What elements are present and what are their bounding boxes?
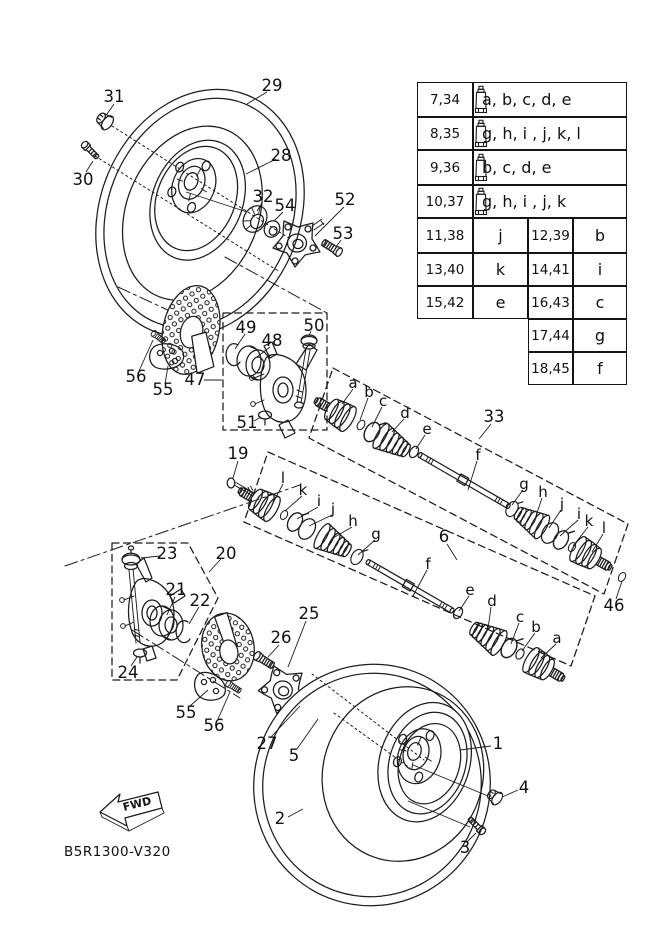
table-letter-cell: c [573, 286, 627, 319]
callout-d-u: d [400, 404, 410, 422]
callout-48: 48 [261, 331, 283, 350]
callout-32: 32 [252, 187, 274, 206]
wheel-nut-31 [93, 110, 115, 132]
disc-guard-lower [196, 609, 259, 685]
ring-k-lower [279, 509, 289, 521]
table-letter-cell: f [573, 352, 627, 385]
callout-3: 3 [459, 838, 471, 857]
table-ref-cell: 17,44 [528, 319, 573, 352]
table-ref-cell: 9,36 [417, 150, 473, 185]
callout-c-l: c [515, 608, 525, 626]
callout-29: 29 [261, 76, 283, 95]
callout-46: 46 [603, 596, 625, 615]
table-letters-text: b, c, d, e [482, 158, 552, 177]
callout-5: 5 [288, 746, 300, 765]
callout-l-l: l [280, 469, 286, 487]
callout-c-u: c [378, 392, 388, 410]
callout-k-l: k [298, 481, 308, 499]
callout-6: 6 [438, 527, 450, 546]
table-letter-cell: b [573, 218, 627, 253]
callout-51: 51 [236, 413, 258, 432]
table-ref-cell: 10,37 [417, 185, 473, 218]
callout-f-l: f [425, 555, 431, 573]
table-letters-text: a, b, c, d, e [482, 90, 572, 109]
table-ref-cell: 15,42 [417, 286, 473, 319]
callout-28: 28 [270, 146, 292, 165]
callout-a-u: a [348, 374, 358, 392]
callout-f-u: f [475, 446, 481, 464]
callout-b-l: b [531, 618, 541, 636]
letter-callouts-lower-shaft [280, 469, 565, 647]
joint-pin-24 [134, 649, 147, 663]
callout-33: 33 [483, 407, 505, 426]
table-letters-text: g, h, i , j, k [482, 192, 567, 211]
callout-30: 30 [72, 170, 94, 189]
boot-d-upper [370, 422, 415, 464]
callout-27: 27 [256, 734, 278, 753]
table-letters-text: g, h, i , j, k, l [482, 124, 581, 143]
callout-a-l: a [552, 629, 562, 647]
callout-31: 31 [103, 87, 125, 106]
steering-knuckle-upper [250, 342, 317, 438]
table-letter-cell: g [573, 319, 627, 352]
callout-g-u: g [519, 475, 529, 493]
grease-tube-icon [474, 119, 488, 148]
fwd-label: FWD [121, 794, 153, 814]
grease-tube-icon [474, 153, 488, 182]
grease-tube-icon [474, 187, 488, 216]
cv-joint-a-lower [520, 645, 571, 691]
valve-stem-30 [80, 140, 100, 160]
callout-e-u: e [422, 420, 432, 438]
callout-24: 24 [117, 663, 139, 682]
callout-55a: 55 [152, 380, 174, 399]
table-letters-cell [473, 150, 627, 185]
cv-joint-a-upper [308, 388, 359, 434]
callout-2: 2 [274, 809, 286, 828]
callout-52: 52 [334, 190, 356, 209]
callout-54: 54 [274, 196, 296, 215]
callout-j-u: j [559, 495, 565, 513]
callout-g-l: g [371, 525, 381, 543]
hub-bolt-26 [252, 651, 275, 670]
table-letters-cell [473, 82, 627, 117]
callout-50: 50 [303, 316, 325, 335]
centerline-lower-left [65, 485, 300, 566]
callout-20: 20 [215, 544, 237, 563]
callout-55b: 55 [175, 703, 197, 722]
callout-47: 47 [184, 370, 206, 389]
callout-56a: 56 [125, 367, 147, 386]
table-letters-cell [473, 117, 627, 150]
callout-i-u: i [576, 505, 582, 523]
clamp-i-upper [550, 524, 574, 552]
drawing-code: B5R1300-V320 [64, 844, 171, 860]
table-ref-cell: 13,40 [417, 253, 473, 286]
table-letter-cell: k [473, 253, 528, 286]
table-ref-cell: 16,43 [528, 286, 573, 319]
boot-h-upper [509, 500, 552, 540]
callout-1: 1 [492, 734, 504, 753]
callout-b-u: b [364, 383, 374, 401]
callout-d-l: d [487, 592, 497, 610]
table-letters-cell [473, 185, 627, 218]
callout-e-l: e [465, 581, 475, 599]
callout-23: 23 [156, 544, 178, 563]
group-box-33 [309, 368, 628, 594]
callout-k-u: k [584, 512, 594, 530]
table-ref-cell: 8,35 [417, 117, 473, 150]
table-letter-cell: j [473, 218, 528, 253]
axle-shaft-f-lower [365, 558, 456, 615]
table-ref-cell: 12,39 [528, 218, 573, 253]
callout-j-l: j [330, 500, 336, 518]
grease-tube-icon [474, 85, 488, 114]
callout-25: 25 [298, 604, 320, 623]
letter-callouts-upper-shaft [348, 374, 606, 537]
table-letter-cell: i [573, 253, 627, 286]
callout-53: 53 [332, 224, 354, 243]
axle-shaft-f-upper [417, 451, 512, 511]
wheel-bearing-21 [150, 606, 183, 640]
table-ref-cell: 18,45 [528, 352, 573, 385]
callout-22: 22 [189, 591, 211, 610]
fwd-direction-arrow [100, 792, 164, 831]
callout-26: 26 [270, 628, 292, 647]
callout-4: 4 [518, 778, 530, 797]
callout-h-u: h [538, 483, 548, 501]
guard-screw-lower-56 [225, 680, 243, 695]
joint-pin-51 [259, 411, 272, 425]
lower-tire-and-rim [222, 633, 521, 936]
callout-49: 49 [235, 318, 257, 337]
table-ref-cell: 7,34 [417, 82, 473, 117]
table-ref-cell: 11,38 [417, 218, 473, 253]
cv-joint-l-upper [567, 534, 618, 580]
callout-h-l: h [348, 512, 358, 530]
callout-l-u: l [601, 519, 607, 537]
table-letter-cell: e [473, 286, 528, 319]
callout-56b: 56 [203, 716, 225, 735]
callout-i-l: i [316, 492, 322, 510]
callout-21: 21 [165, 580, 187, 599]
callout-19: 19 [227, 444, 249, 463]
table-ref-cell: 14,41 [528, 253, 573, 286]
